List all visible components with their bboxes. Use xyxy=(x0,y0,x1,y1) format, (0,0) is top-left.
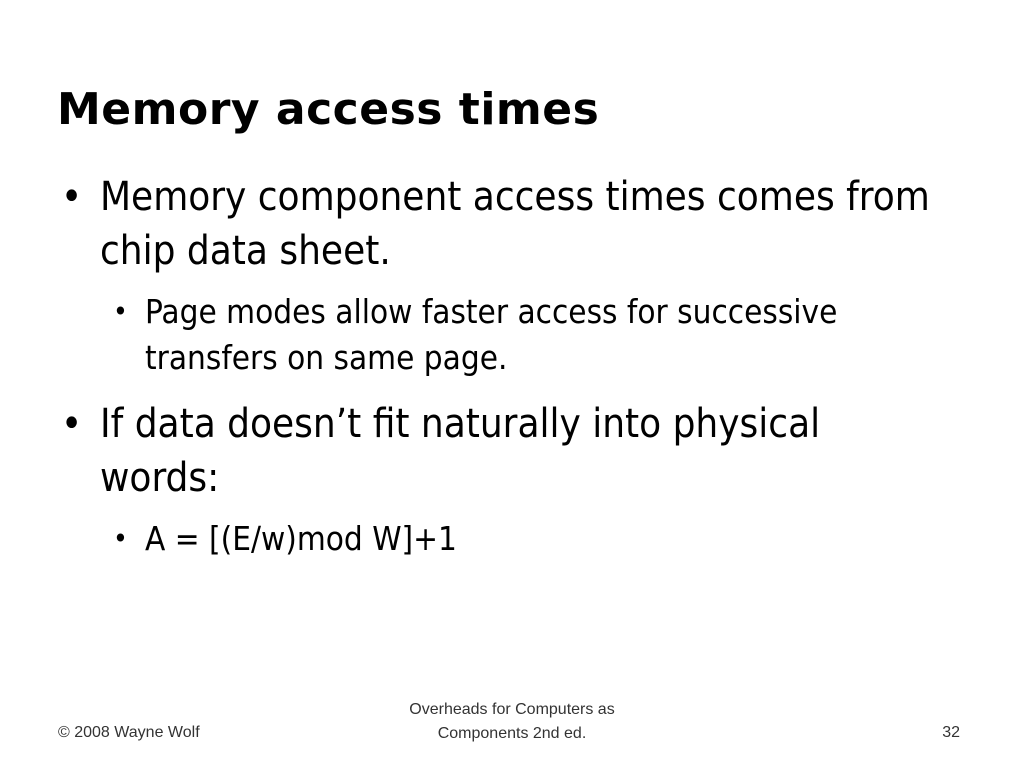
page-number: 32 xyxy=(942,724,960,741)
footer-copyright: © 2008 Wayne Wolf xyxy=(58,724,200,741)
sub-bullet-item xyxy=(113,289,925,381)
sub-bullet-text: A = [(E/w)mod W]+1 xyxy=(145,519,457,558)
sub-bullet-text: Page modes allow faster access for successive transfers on same page. xyxy=(145,292,838,377)
footer-course-title xyxy=(362,698,662,746)
footer-course-line-1: Overheads for Computers as xyxy=(409,701,615,718)
slide-title: Memory access times xyxy=(57,84,600,135)
bullet-text: If data doesn’t fit naturally into physical words: xyxy=(100,401,821,501)
bullet-dot-icon: • xyxy=(113,522,128,555)
footer-course-line-2: Components 2nd ed. xyxy=(437,725,587,742)
bullet-item xyxy=(61,397,940,505)
bullet-item xyxy=(61,170,940,278)
bullet-text: Memory component access times comes from chip data sheet. xyxy=(100,174,930,274)
bullet-dot-icon: • xyxy=(61,401,83,447)
sub-bullet-item xyxy=(113,516,925,562)
bullet-dot-icon: • xyxy=(61,174,83,220)
bullet-dot-icon: • xyxy=(113,295,128,328)
